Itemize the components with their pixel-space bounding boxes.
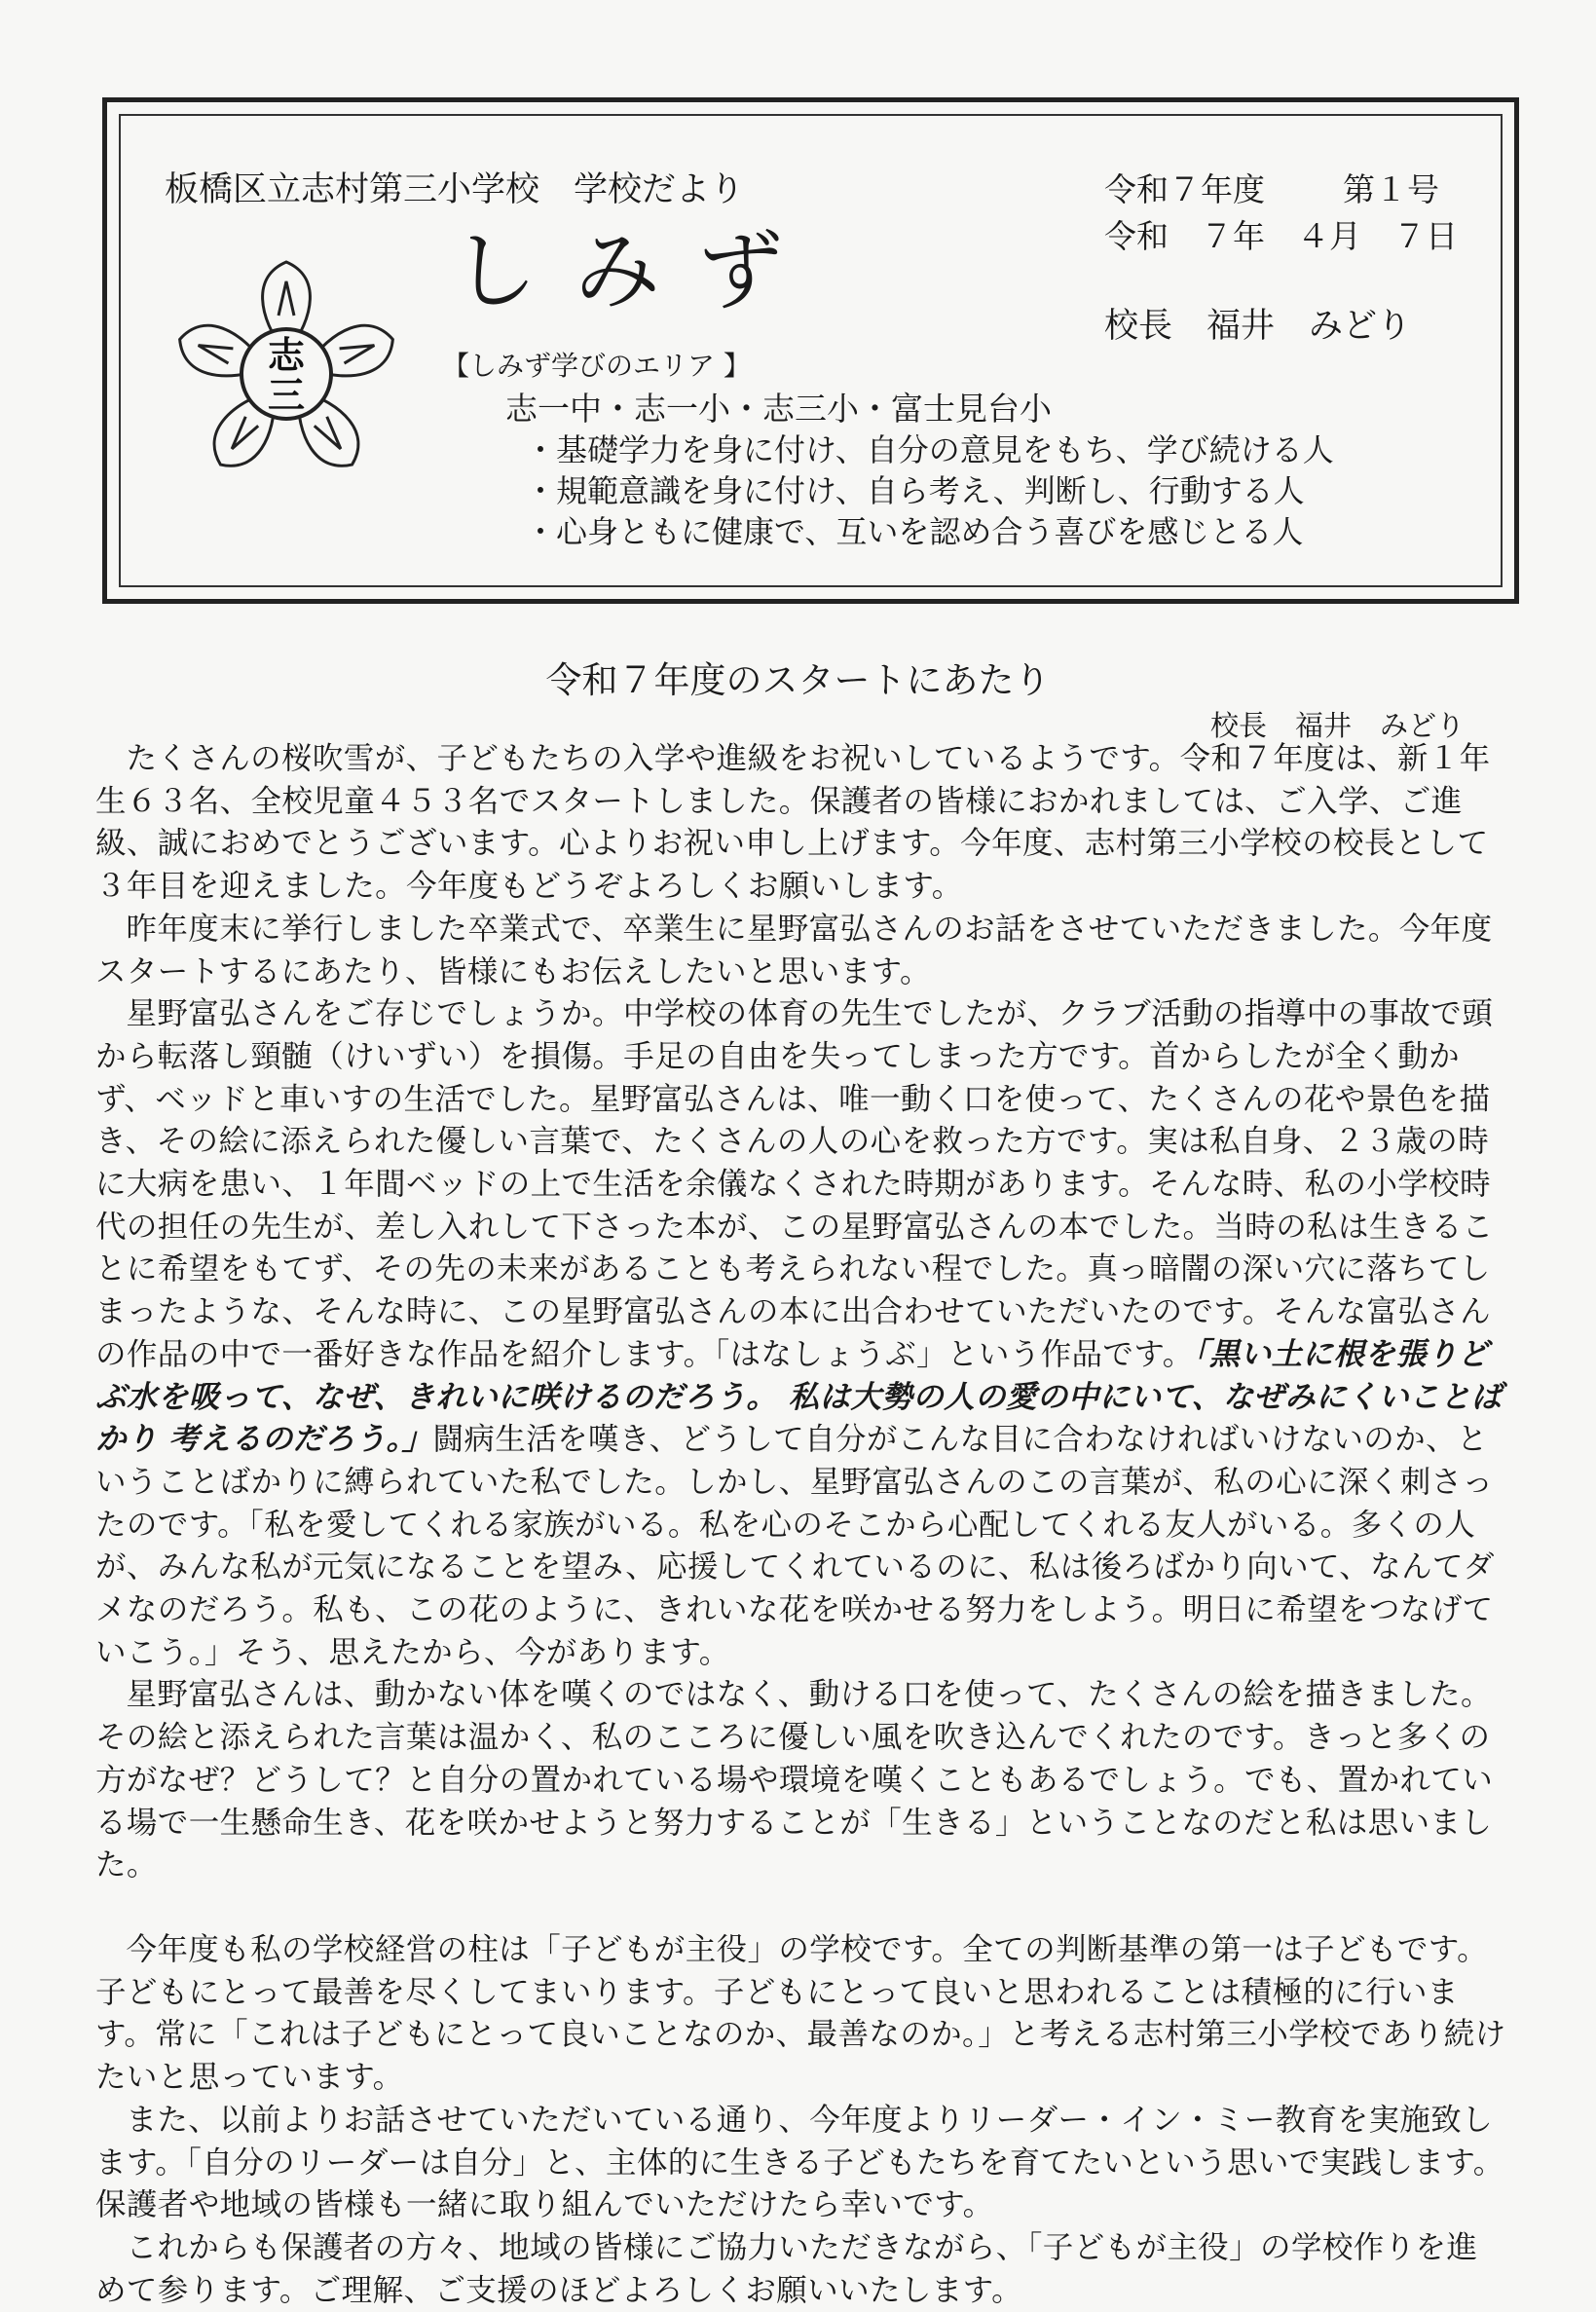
issue-number: 第１号 <box>1343 170 1439 208</box>
paragraph: また、以前よりお話させていただいている通り、今年度よりリーダー・イン・ミー教育を実施致します。「自分のリーダーは自分」と、主体的に生きる子どもたちを育てたいという思いで実践します。保護者や地域の皆様も一緒に取り組んでいただけたら幸いです。 <box>95 2102 1504 2223</box>
goal-item: ・心身ともに健康で、互いを認め合う喜びを感じとる人 <box>525 513 1304 550</box>
paragraph: たくさんの桜吹雪が、子どもたちの入学や進級をお祝いしているようです。令和７年度は、新１年生６３名、全校児童４５３名でスタートしました。保護者の皆様におかれましては、ご入学、ご進級、誠におめでとうございます。心よりお祝い申し上げます。今年度、志村第三小学校の校長として３年目を迎えました。今年度もどうぞよろしくお願いします。 <box>95 741 1491 905</box>
learning-area-heading: 【しみず学びのエリア 】 <box>442 350 751 382</box>
school-year: 令和７年度 <box>1104 170 1265 208</box>
newsletter-header <box>102 97 1519 604</box>
paragraph-text: 星野富弘さんをご存じでしょうか。中学校の体育の先生でしたが、クラブ活動の指導中の事故で頭から転落し頸髄（けいずい）を損傷。手足の自由を失ってしまった方です。首からしたが全く動かず、ベッドと車いすの生活でした。星野富弘さんは、唯一動く口を使って、たくさんの花や景色を描き、その絵に添えられた優しい言葉で、たくさんの人の心を救った方です。実は私自身、２３歳の時に大病を患い、１年間ベッドの上で生活を余儀なくされた時期があります。そんな時、私の小学校時代の担任の先生が、差し入れして下さった本が、この星野富弘さんの本でした。当時の私は生きることに希望をもてず、その先の未来があることも考えられない程でした。真っ暗闇の深い穴に落ちてしまったような、そんな時に、この星野富弘さんの本に出合わせていただいたのです。そんな富弘さんの作品の中で一番好きな作品を紹介します。「はなしょうぶ」という作品です。 <box>95 996 1494 1372</box>
paragraph: 昨年度末に挙行しました卒業式で、卒業生に星野富弘さんのお話をさせていただきました。今年度スタートするにあたり、皆様にもお伝えしたいと思います。 <box>95 911 1493 989</box>
paragraph-text: 闘病生活を嘆き、どうして自分がこんな目に合わなければいけないのか、ということばかりに縛られていた私でした。しかし、星野富弘さんのこの言葉が、私の心に深く刺さったのです。「私を愛してくれる家族がいる。私を心のそこから心配してくれる友人がいる。多くの人が、みんな私が元気になることを望み、応援してくれているのに、私は後ろばかり向いて、なんてダメなのだろう。私も、この花のように、きれいな花を咲かせる努力をしよう。明日に希望をつなげていこう。」そう、思えたから、今があります。 <box>95 1422 1495 1670</box>
newsletter-title: しみず <box>452 221 821 321</box>
poem-quote: 「黒い土に根を張りどぶ水を吸って、なぜ、きれいに咲けるのだろう。 私は大勢の人の愛の中にいて、なぜみにくいことばかり 考えるのだろう。」 <box>95 1336 1503 1458</box>
school-name: 板橋区立志村第三小学校 学校だより <box>165 170 745 209</box>
school-emblem-icon <box>169 252 403 486</box>
paragraph <box>95 993 1507 1674</box>
principal-name: 校長 福井 みどり <box>1104 307 1412 346</box>
emblem-text-bottom: 三 <box>267 374 306 417</box>
paragraph: 星野富弘さんは、動かない体を嘆くのではなく、動ける口を使って、たくさんの絵を描きました。その絵と添えられた言葉は温かく、私のこころに優しい風を吹き込んでくれたのです。きっと多くの方がなぜ？どうして？と自分の置かれている場や環境を嘆くこともあるでしょう。でも、置かれている場で一生懸命生き、花を咲かせようと努力することが「生きる」ということなのだと私は思いました。 <box>95 1677 1494 1883</box>
paragraph: これからも保護者の方々、地域の皆様にご協力いただきながら、「子どもが主役」の学校作りを進めて参ります。ご理解、ご支援のほどよろしくお願いいたします。 <box>95 2229 1478 2308</box>
goal-item: ・規範意識を身に付け、自ら考え、判断し、行動する人 <box>525 472 1305 509</box>
header-inner-border <box>119 114 1503 587</box>
issue-date: 令和 ７年 ４月 ７日 <box>1104 217 1458 255</box>
article-title: 令和７年度のスタートにあたり <box>545 659 1051 701</box>
article-byline: 校長 福井 みどり <box>1209 709 1465 742</box>
goal-item: ・基礎学力を身に付け、自分の意見をもち、学び続ける人 <box>525 431 1334 468</box>
emblem-text-top: 志 <box>267 334 306 377</box>
paragraph: 今年度も私の学校経営の柱は「子どもが主役」の学校です。全ての判断基準の第一は子どもです。子どもにとって最善を尽くしてまいります。子どもにとって良いと思われることは積極的に行います。常に「これは子どもにとって良いことなのか、最善なのか。」と考える志村第三小学校であり続けたいと思っています。 <box>95 1931 1506 2096</box>
article-body <box>95 738 1507 2312</box>
learning-area-schools: 志一中・志一小・志三小・富士見台小 <box>505 390 1052 428</box>
